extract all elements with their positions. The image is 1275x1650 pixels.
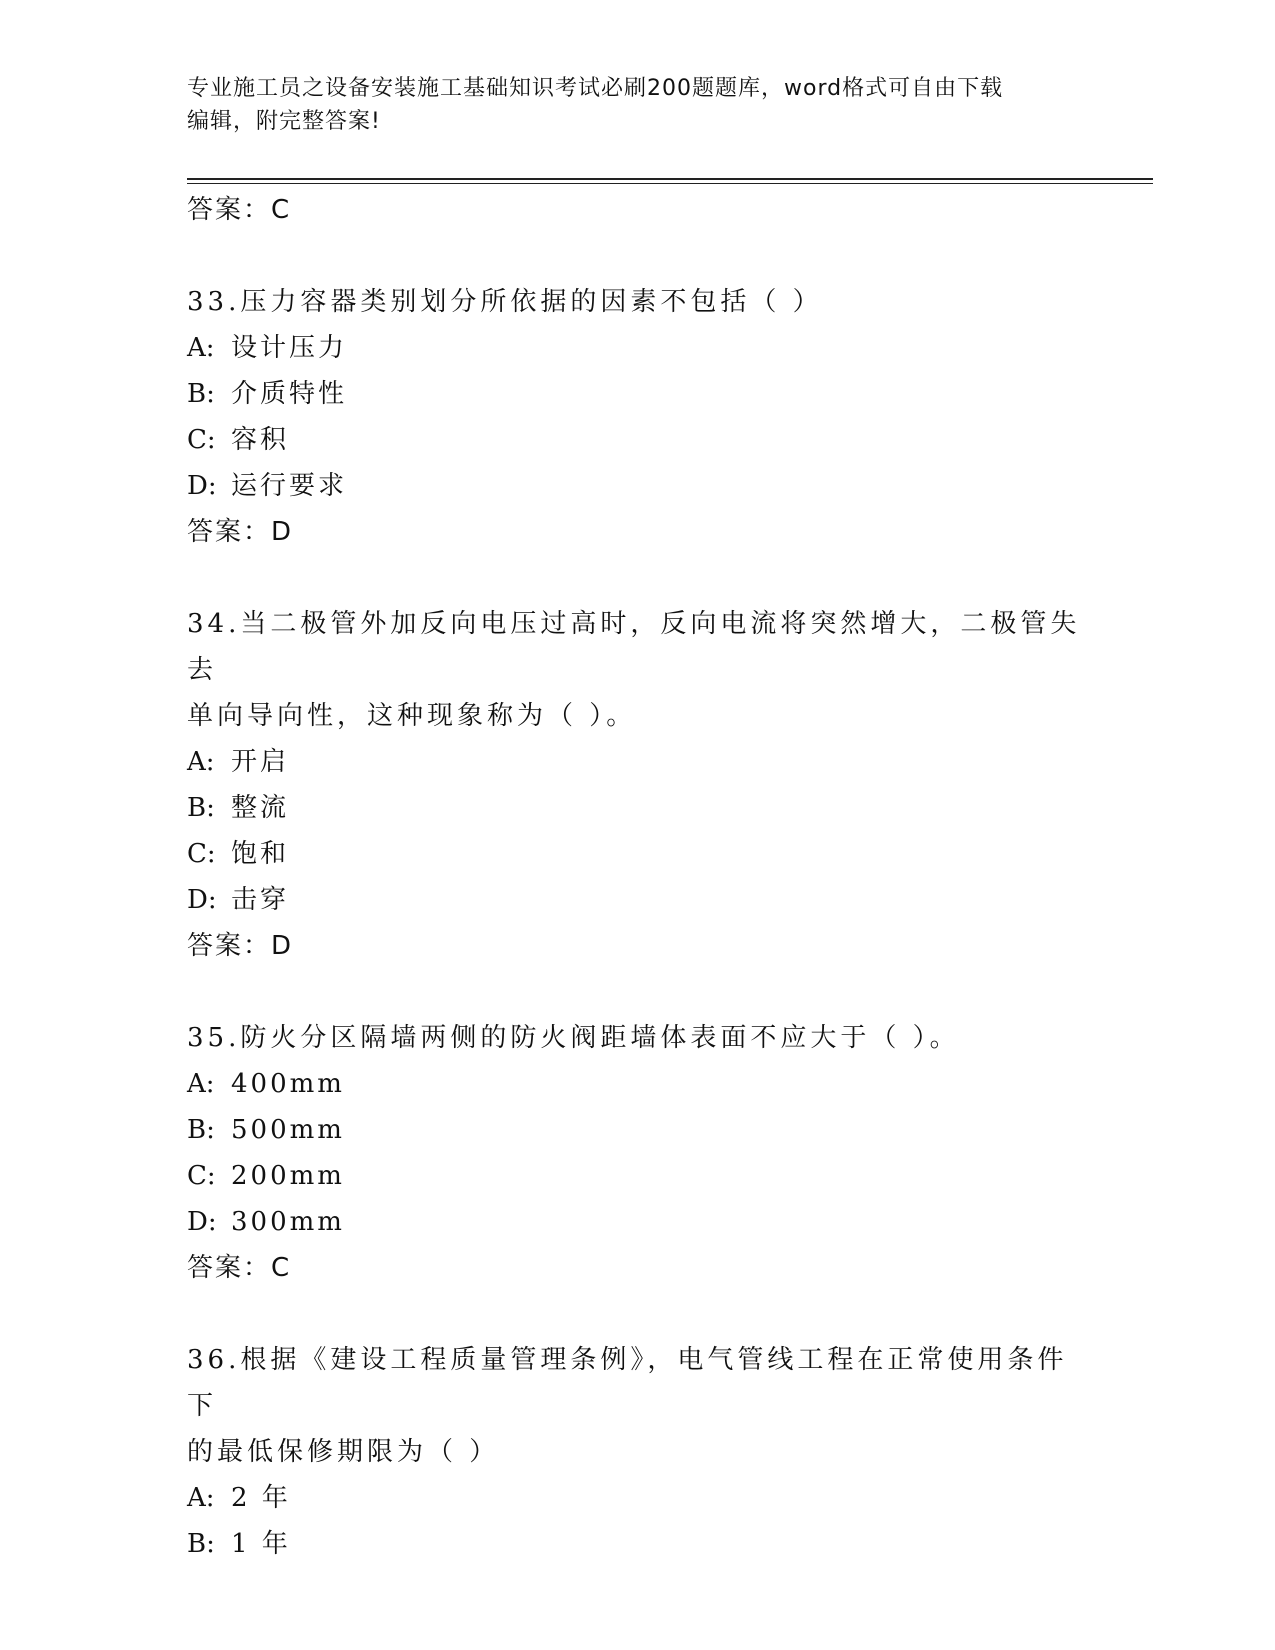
option-key: C: [187, 425, 216, 455]
option-key: B: [187, 793, 215, 823]
question-text-continued: 的最低保修期限为（ ） [187, 1437, 500, 1467]
option-text: 200mm [231, 1161, 345, 1191]
option-d [187, 877, 1087, 923]
header-divider-thin [187, 183, 1153, 184]
option-key: D: [187, 1207, 217, 1237]
option-b [187, 1107, 1087, 1153]
header-line-1: 专业施工员之设备安装施工基础知识考试必刷200题题库，word格式可自由下载 [187, 76, 1004, 101]
option-c [187, 417, 1087, 463]
option-text: 300mm [231, 1207, 345, 1237]
option-text: 500mm [231, 1115, 345, 1145]
previous-answer: 答案：C [187, 195, 292, 225]
option-text: 400mm [231, 1069, 345, 1099]
option-key: D: [187, 885, 217, 915]
answer: 答案：D [187, 931, 294, 961]
option-key: A: [187, 333, 215, 363]
option-d [187, 1199, 1087, 1245]
option-text: 饱和 [231, 839, 290, 869]
question-36 [187, 1337, 1087, 1567]
option-b [187, 371, 1087, 417]
answer: 答案：D [187, 517, 294, 547]
option-b [187, 785, 1087, 831]
option-text: 击穿 [231, 885, 290, 915]
header-line-2: 编辑，附完整答案! [187, 109, 381, 134]
option-text: 1 年 [231, 1529, 291, 1559]
option-b [187, 1521, 1087, 1567]
option-key: A: [187, 1483, 215, 1513]
option-text: 介质特性 [231, 379, 348, 409]
question-text: 34.当二极管外加反向电压过高时，反向电流将突然增大，二极管失去 [187, 609, 1081, 685]
option-key: B: [187, 1115, 215, 1145]
option-text: 2 年 [231, 1483, 291, 1513]
option-text: 开启 [231, 747, 290, 777]
option-text: 容积 [231, 425, 290, 455]
document-header [187, 72, 1087, 138]
question-text: 36.根据《建设工程质量管理条例》，电气管线工程在正常使用条件下 [187, 1345, 1068, 1421]
option-text: 运行要求 [231, 471, 348, 501]
option-key: A: [187, 747, 215, 777]
question-text: 35.防火分区隔墙两侧的防火阀距墙体表面不应大于（ ）。 [187, 1023, 960, 1053]
option-a [187, 739, 1087, 785]
option-key: B: [187, 379, 215, 409]
option-a [187, 325, 1087, 371]
option-text: 设计压力 [231, 333, 348, 363]
option-text: 整流 [231, 793, 290, 823]
option-a [187, 1061, 1087, 1107]
header-divider [187, 178, 1153, 180]
question-text: 33.压力容器类别划分所依据的因素不包括（ ） [187, 287, 823, 317]
question-35 [187, 1015, 1087, 1291]
option-key: B: [187, 1529, 215, 1559]
option-key: C: [187, 1161, 216, 1191]
option-c [187, 1153, 1087, 1199]
question-34 [187, 601, 1087, 969]
option-d [187, 463, 1087, 509]
question-text-continued: 单向导向性，这种现象称为（ ）。 [187, 701, 637, 731]
option-c [187, 831, 1087, 877]
answer: 答案：C [187, 1253, 292, 1283]
question-list [187, 187, 1087, 1567]
option-key: A: [187, 1069, 215, 1099]
option-key: D: [187, 471, 217, 501]
question-33 [187, 279, 1087, 555]
option-a [187, 1475, 1087, 1521]
option-key: C: [187, 839, 216, 869]
